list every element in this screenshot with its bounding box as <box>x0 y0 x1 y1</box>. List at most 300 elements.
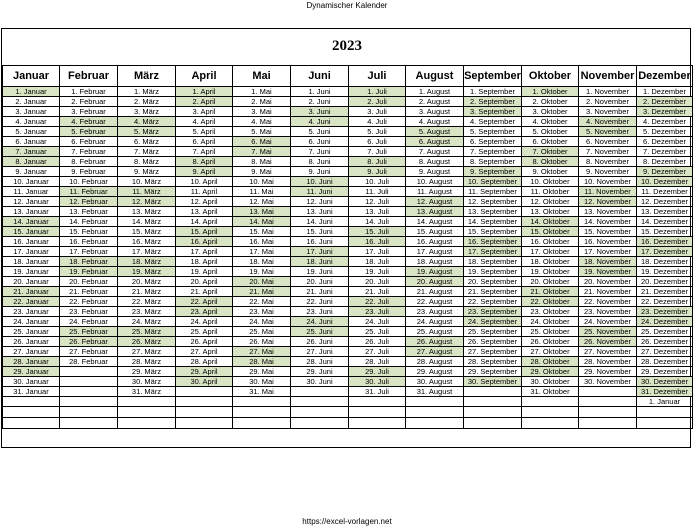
day-cell: 11. September <box>464 187 522 197</box>
month-header: November <box>579 66 637 87</box>
day-cell: 17. November <box>579 247 637 257</box>
day-cell: 31. Mai <box>233 387 291 397</box>
day-cell: 21. Mai <box>233 287 291 297</box>
day-row <box>3 307 693 317</box>
day-cell: 3. Mai <box>233 107 291 117</box>
day-cell: 13. März <box>118 207 176 217</box>
day-row <box>3 317 693 327</box>
day-cell: 5. Oktober <box>522 127 579 137</box>
day-cell: 27. März <box>118 347 176 357</box>
day-cell: 10. Oktober <box>522 177 579 187</box>
day-cell: 4. April <box>176 117 233 127</box>
day-row <box>3 267 693 277</box>
day-cell: 18. Mai <box>233 257 291 267</box>
day-cell: 10. April <box>176 177 233 187</box>
day-cell: 14. Dezember <box>637 217 693 227</box>
day-cell: 16. Februar <box>60 237 118 247</box>
day-cell: 25. Februar <box>60 327 118 337</box>
day-cell: 28. Juli <box>349 357 406 367</box>
day-cell: 22. Januar <box>3 297 60 307</box>
empty-cell <box>464 397 522 407</box>
day-cell: 6. April <box>176 137 233 147</box>
day-cell: 31. Dezember <box>637 387 693 397</box>
day-cell: 24. November <box>579 317 637 327</box>
calendar-table <box>2 65 693 429</box>
day-cell: 13. Oktober <box>522 207 579 217</box>
day-cell: 18. Dezember <box>637 257 693 267</box>
day-cell: 19. Februar <box>60 267 118 277</box>
month-header: Dezember <box>637 66 693 87</box>
day-cell: 10. März <box>118 177 176 187</box>
day-cell: 8. September <box>464 157 522 167</box>
day-cell: 20. April <box>176 277 233 287</box>
empty-cell <box>176 407 233 418</box>
day-cell: 24. Juni <box>291 317 349 327</box>
day-cell: 20. Februar <box>60 277 118 287</box>
day-cell: 7. August <box>406 147 464 157</box>
day-cell: 13. Juli <box>349 207 406 217</box>
day-cell: 3. April <box>176 107 233 117</box>
day-row <box>3 237 693 247</box>
day-cell: 11. Oktober <box>522 187 579 197</box>
day-cell: 19. Dezember <box>637 267 693 277</box>
day-cell: 7. Dezember <box>637 147 693 157</box>
day-cell: 22. Oktober <box>522 297 579 307</box>
day-cell: 21. April <box>176 287 233 297</box>
day-cell: 6. August <box>406 137 464 147</box>
day-cell: 29. November <box>579 367 637 377</box>
day-cell: 27. Januar <box>3 347 60 357</box>
day-cell: 22. Dezember <box>637 297 693 307</box>
empty-cell <box>118 397 176 407</box>
day-cell: 17. September <box>464 247 522 257</box>
day-cell: 17. Februar <box>60 247 118 257</box>
day-cell: 4. März <box>118 117 176 127</box>
empty-cell <box>60 407 118 418</box>
day-cell: 13. Juni <box>291 207 349 217</box>
day-row <box>3 257 693 267</box>
day-cell: 19. März <box>118 267 176 277</box>
day-cell: 2. Juni <box>291 97 349 107</box>
day-cell: 30. Dezember <box>637 377 693 387</box>
day-cell: 8. Januar <box>3 157 60 167</box>
day-cell: 25. November <box>579 327 637 337</box>
day-cell: 25. Juni <box>291 327 349 337</box>
empty-cell <box>579 407 637 418</box>
day-cell: 16. Januar <box>3 237 60 247</box>
day-cell: 30. Juli <box>349 377 406 387</box>
day-cell: 15. Juli <box>349 227 406 237</box>
month-header-row <box>3 66 693 87</box>
empty-cell <box>522 407 579 418</box>
empty-cell <box>291 387 349 397</box>
day-cell: 6. Mai <box>233 137 291 147</box>
day-cell: 18. Oktober <box>522 257 579 267</box>
day-cell: 24. September <box>464 317 522 327</box>
day-cell: 15. Oktober <box>522 227 579 237</box>
day-cell: 22. Mai <box>233 297 291 307</box>
day-cell: 29. Dezember <box>637 367 693 377</box>
day-cell: 20. Oktober <box>522 277 579 287</box>
day-cell: 9. März <box>118 167 176 177</box>
day-cell: 15. November <box>579 227 637 237</box>
day-cell: 26. September <box>464 337 522 347</box>
day-cell: 27. November <box>579 347 637 357</box>
day-cell: 3. Januar <box>3 107 60 117</box>
day-cell: 24. Februar <box>60 317 118 327</box>
day-cell: 2. Juli <box>349 97 406 107</box>
day-cell: 9. Januar <box>3 167 60 177</box>
empty-cell <box>3 397 60 407</box>
day-cell: 9. Juni <box>291 167 349 177</box>
empty-cell <box>118 418 176 429</box>
day-row <box>3 167 693 177</box>
day-cell: 25. August <box>406 327 464 337</box>
day-cell: 9. Oktober <box>522 167 579 177</box>
day-cell: 6. November <box>579 137 637 147</box>
day-cell: 14. März <box>118 217 176 227</box>
empty-cell <box>579 418 637 429</box>
day-cell: 5. April <box>176 127 233 137</box>
day-cell: 22. Juli <box>349 297 406 307</box>
day-cell: 5. Dezember <box>637 127 693 137</box>
day-cell: 8. Juni <box>291 157 349 167</box>
day-cell: 24. Oktober <box>522 317 579 327</box>
day-cell: 23. Juni <box>291 307 349 317</box>
day-row <box>3 227 693 237</box>
day-cell: 7. Juni <box>291 147 349 157</box>
day-cell: 29. April <box>176 367 233 377</box>
empty-cell <box>349 397 406 407</box>
day-cell: 9. August <box>406 167 464 177</box>
day-cell: 26. Februar <box>60 337 118 347</box>
day-cell: 10. Januar <box>3 177 60 187</box>
day-cell: 31. August <box>406 387 464 397</box>
day-cell: 26. November <box>579 337 637 347</box>
day-cell: 19. April <box>176 267 233 277</box>
empty-cell <box>60 377 118 387</box>
day-cell: 22. November <box>579 297 637 307</box>
day-cell: 21. Oktober <box>522 287 579 297</box>
day-cell: 12. Dezember <box>637 197 693 207</box>
day-cell: 13. April <box>176 207 233 217</box>
day-cell: 6. Dezember <box>637 137 693 147</box>
empty-cell <box>233 397 291 407</box>
day-cell: 30. Mai <box>233 377 291 387</box>
day-cell: 20. Mai <box>233 277 291 287</box>
day-cell: 7. Mai <box>233 147 291 157</box>
day-cell: 3. Juni <box>291 107 349 117</box>
day-cell: 10. November <box>579 177 637 187</box>
day-cell: 9. November <box>579 167 637 177</box>
month-header: September <box>464 66 522 87</box>
day-cell: 12. Januar <box>3 197 60 207</box>
month-header: Juni <box>291 66 349 87</box>
day-cell: 30. April <box>176 377 233 387</box>
day-cell: 10. August <box>406 177 464 187</box>
day-cell: 15. Juni <box>291 227 349 237</box>
day-cell: 1. Januar <box>3 87 60 97</box>
day-cell: 5. Januar <box>3 127 60 137</box>
day-cell: 14. Juli <box>349 217 406 227</box>
day-cell: 4. August <box>406 117 464 127</box>
empty-cell <box>3 407 60 418</box>
day-cell: 6. Juni <box>291 137 349 147</box>
empty-cell <box>406 407 464 418</box>
day-cell: 16. April <box>176 237 233 247</box>
day-cell: 29. März <box>118 367 176 377</box>
day-cell: 26. Oktober <box>522 337 579 347</box>
day-cell: 30. Juni <box>291 377 349 387</box>
empty-cell <box>464 387 522 397</box>
day-cell: 21. Januar <box>3 287 60 297</box>
day-cell: 20. November <box>579 277 637 287</box>
day-cell: 3. Februar <box>60 107 118 117</box>
day-cell: 1. März <box>118 87 176 97</box>
day-cell: 11. November <box>579 187 637 197</box>
empty-cell <box>291 418 349 429</box>
day-cell: 1. April <box>176 87 233 97</box>
day-cell: 12. Oktober <box>522 197 579 207</box>
day-cell: 25. Oktober <box>522 327 579 337</box>
day-cell: 21. November <box>579 287 637 297</box>
day-cell: 11. April <box>176 187 233 197</box>
day-cell: 4. Januar <box>3 117 60 127</box>
day-cell: 28. Mai <box>233 357 291 367</box>
day-cell: 18. Februar <box>60 257 118 267</box>
day-cell: 6. September <box>464 137 522 147</box>
day-cell: 17. Oktober <box>522 247 579 257</box>
day-cell: 18. August <box>406 257 464 267</box>
day-cell: 30. Januar <box>3 377 60 387</box>
day-cell: 19. Mai <box>233 267 291 277</box>
empty-cell <box>176 397 233 407</box>
day-cell: 12. August <box>406 197 464 207</box>
day-cell: 23. Juli <box>349 307 406 317</box>
day-cell: 4. Dezember <box>637 117 693 127</box>
day-cell: 20. Juli <box>349 277 406 287</box>
day-cell: 1. Juni <box>291 87 349 97</box>
day-cell: 15. Januar <box>3 227 60 237</box>
day-cell: 30. März <box>118 377 176 387</box>
day-cell: 26. Januar <box>3 337 60 347</box>
empty-cell <box>291 397 349 407</box>
day-cell: 12. Mai <box>233 197 291 207</box>
month-header: Januar <box>3 66 60 87</box>
day-cell: 29. Januar <box>3 367 60 377</box>
month-header: März <box>118 66 176 87</box>
overflow-day-cell: 1. Januar <box>637 397 693 407</box>
day-cell: 16. Mai <box>233 237 291 247</box>
day-cell: 22. März <box>118 297 176 307</box>
day-cell: 22. Juni <box>291 297 349 307</box>
day-cell: 8. März <box>118 157 176 167</box>
day-cell: 6. Februar <box>60 137 118 147</box>
day-cell: 26. Juni <box>291 337 349 347</box>
day-cell: 21. Februar <box>60 287 118 297</box>
day-cell: 1. Oktober <box>522 87 579 97</box>
day-cell: 20. August <box>406 277 464 287</box>
day-cell: 4. Oktober <box>522 117 579 127</box>
day-cell: 2. März <box>118 97 176 107</box>
day-cell: 17. Mai <box>233 247 291 257</box>
month-header: Oktober <box>522 66 579 87</box>
empty-cell <box>60 397 118 407</box>
month-header: Mai <box>233 66 291 87</box>
day-cell: 26. August <box>406 337 464 347</box>
day-cell: 16. Juni <box>291 237 349 247</box>
day-row <box>3 87 693 97</box>
day-cell: 18. Januar <box>3 257 60 267</box>
day-cell: 15. September <box>464 227 522 237</box>
day-cell: 27. Oktober <box>522 347 579 357</box>
day-cell: 4. Juli <box>349 117 406 127</box>
day-cell: 19. Juli <box>349 267 406 277</box>
empty-cell <box>522 418 579 429</box>
day-cell: 2. Februar <box>60 97 118 107</box>
day-cell: 31. Juli <box>349 387 406 397</box>
day-cell: 10. September <box>464 177 522 187</box>
day-cell: 27. April <box>176 347 233 357</box>
day-cell: 31. März <box>118 387 176 397</box>
day-cell: 26. Dezember <box>637 337 693 347</box>
day-cell: 23. August <box>406 307 464 317</box>
day-cell: 29. Juli <box>349 367 406 377</box>
day-cell: 19. September <box>464 267 522 277</box>
day-cell: 14. Juni <box>291 217 349 227</box>
day-cell: 10. Juli <box>349 177 406 187</box>
day-cell: 9. September <box>464 167 522 177</box>
empty-cell <box>637 418 693 429</box>
day-cell: 28. November <box>579 357 637 367</box>
day-cell: 13. November <box>579 207 637 217</box>
day-cell: 8. November <box>579 157 637 167</box>
day-cell: 2. April <box>176 97 233 107</box>
day-row <box>3 157 693 167</box>
empty-cell <box>464 418 522 429</box>
day-cell: 28. August <box>406 357 464 367</box>
empty-cell <box>579 387 637 397</box>
day-cell: 1. Februar <box>60 87 118 97</box>
day-cell: 13. Februar <box>60 207 118 217</box>
day-cell: 13. August <box>406 207 464 217</box>
day-cell: 10. Dezember <box>637 177 693 187</box>
day-cell: 6. Januar <box>3 137 60 147</box>
day-cell: 10. Mai <box>233 177 291 187</box>
day-cell: 17. Juli <box>349 247 406 257</box>
day-cell: 15. August <box>406 227 464 237</box>
month-header: Juli <box>349 66 406 87</box>
day-cell: 12. Februar <box>60 197 118 207</box>
day-cell: 3. Oktober <box>522 107 579 117</box>
day-cell: 18. März <box>118 257 176 267</box>
day-cell: 18. Juni <box>291 257 349 267</box>
day-cell: 11. Juni <box>291 187 349 197</box>
empty-cell <box>637 407 693 418</box>
day-cell: 27. Februar <box>60 347 118 357</box>
day-cell: 29. Juni <box>291 367 349 377</box>
day-cell: 2. Oktober <box>522 97 579 107</box>
year-title: 2023 <box>332 38 362 54</box>
day-cell: 18. April <box>176 257 233 267</box>
day-row <box>3 287 693 297</box>
day-cell: 11. Februar <box>60 187 118 197</box>
day-cell: 28. Oktober <box>522 357 579 367</box>
day-cell: 14. April <box>176 217 233 227</box>
day-cell: 9. Februar <box>60 167 118 177</box>
day-cell: 24. Januar <box>3 317 60 327</box>
day-cell: 17. März <box>118 247 176 257</box>
day-cell: 15. Dezember <box>637 227 693 237</box>
day-cell: 21. September <box>464 287 522 297</box>
empty-cell <box>60 418 118 429</box>
day-cell: 12. November <box>579 197 637 207</box>
day-cell: 15. Mai <box>233 227 291 237</box>
day-row <box>3 187 693 197</box>
day-cell: 7. April <box>176 147 233 157</box>
day-cell: 7. Februar <box>60 147 118 157</box>
day-cell: 18. November <box>579 257 637 267</box>
day-cell: 27. Dezember <box>637 347 693 357</box>
empty-cell <box>176 387 233 397</box>
day-row <box>3 197 693 207</box>
sheet-title: Dynamischer Kalender <box>306 1 388 10</box>
day-cell: 14. Mai <box>233 217 291 227</box>
day-cell: 27. Mai <box>233 347 291 357</box>
day-cell: 17. Dezember <box>637 247 693 257</box>
day-cell: 12. März <box>118 197 176 207</box>
day-cell: 11. Mai <box>233 187 291 197</box>
day-cell: 17. Januar <box>3 247 60 257</box>
day-row <box>3 337 693 347</box>
day-cell: 15. März <box>118 227 176 237</box>
day-cell: 17. August <box>406 247 464 257</box>
day-cell: 24. März <box>118 317 176 327</box>
day-cell: 24. Dezember <box>637 317 693 327</box>
day-cell: 20. Dezember <box>637 277 693 287</box>
day-cell: 8. April <box>176 157 233 167</box>
day-cell: 27. September <box>464 347 522 357</box>
day-cell: 15. April <box>176 227 233 237</box>
day-cell: 2. Dezember <box>637 97 693 107</box>
day-cell: 20. März <box>118 277 176 287</box>
day-cell: 26. April <box>176 337 233 347</box>
day-cell: 13. September <box>464 207 522 217</box>
day-cell: 6. Oktober <box>522 137 579 147</box>
day-cell: 29. Mai <box>233 367 291 377</box>
day-row <box>3 397 693 407</box>
day-cell: 28. März <box>118 357 176 367</box>
empty-cell <box>3 418 60 429</box>
empty-cell <box>233 418 291 429</box>
day-cell: 22. September <box>464 297 522 307</box>
empty-cell <box>349 407 406 418</box>
day-cell: 10. Juni <box>291 177 349 187</box>
day-cell: 6. Juli <box>349 137 406 147</box>
empty-cell <box>118 407 176 418</box>
empty-cell <box>60 387 118 397</box>
day-cell: 31. Oktober <box>522 387 579 397</box>
day-cell: 16. Juli <box>349 237 406 247</box>
blank-row <box>3 418 693 429</box>
day-cell: 13. Januar <box>3 207 60 217</box>
footer-url[interactable]: https://excel-vorlagen.net <box>302 517 392 526</box>
day-cell: 23. Mai <box>233 307 291 317</box>
day-row <box>3 387 693 397</box>
day-cell: 28. April <box>176 357 233 367</box>
day-cell: 17. April <box>176 247 233 257</box>
day-row <box>3 347 693 357</box>
